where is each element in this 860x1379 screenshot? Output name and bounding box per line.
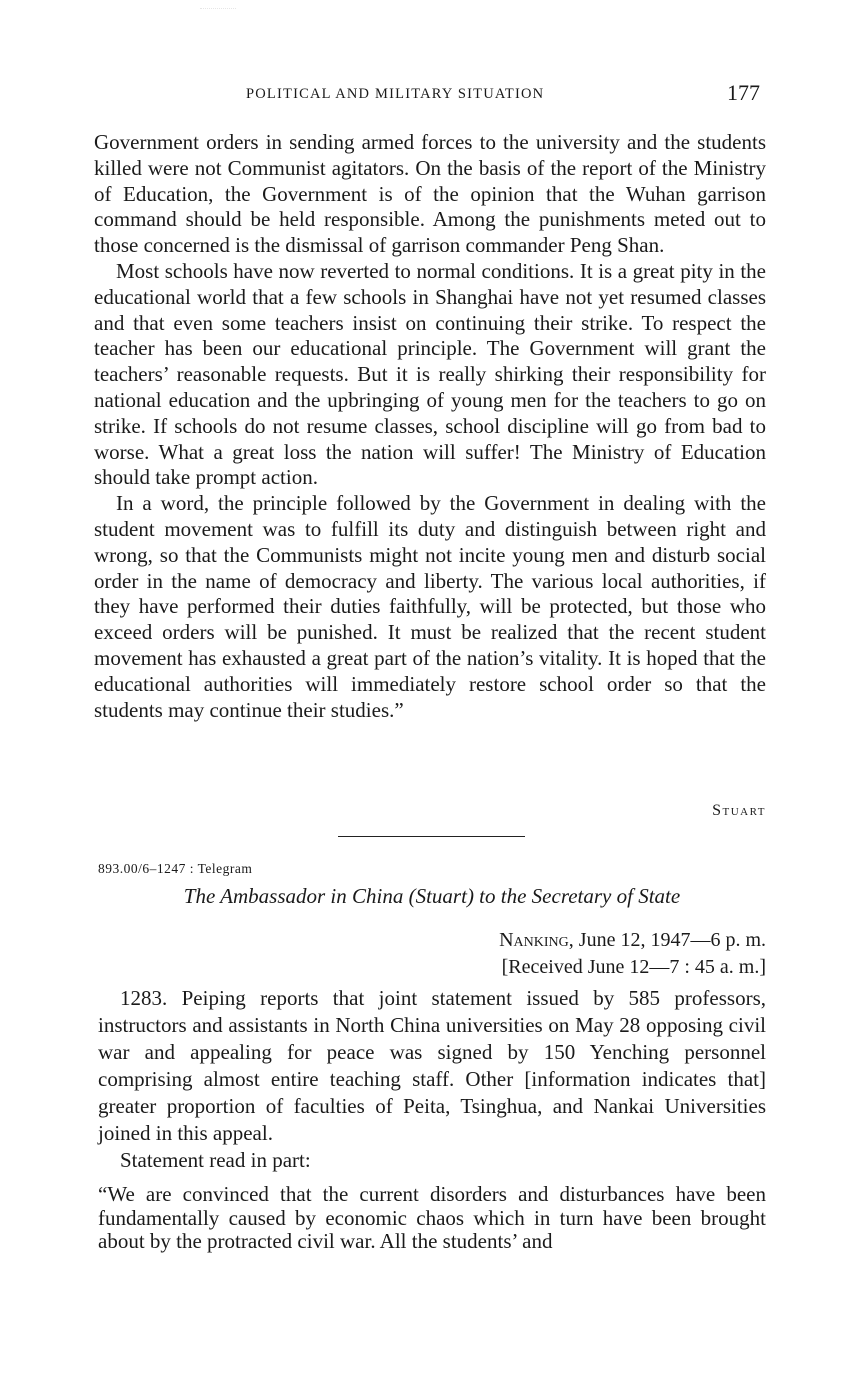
- dateline: [499, 929, 766, 952]
- telegram-paragraph-1: 1283. Peiping reports that joint statement issued by 585 professors, instructors and assistants in North China universities on May 28 opposing civil war and appealing for peace was signed by 150 Yenching personnel comprising almost entire teaching staff. Other [information indicates that] greater proportion of faculties of Peita, Tsinghua, and Nankai Universities joined in this appeal.: [98, 986, 766, 1145]
- document-title: The Ambassador in China (Stuart) to the Secretary of State: [183, 884, 681, 908]
- paragraph-3: In a word, the principle followed by the Government in dealing with the student movement was to fulfill its duty and distinguish between right and wrong, so that the Communists might not incite young men and disturb social order in the name of democracy and liberty. The various local authorities, if they have performed their duties faithfully, will be protected, but those who exceed orders will be punished. It must be realized that the recent student movement has exhausted a great part of the nation’s vitality. It is hoped that the educational authorities will immediately restore school order so that the students may continue their studies.”: [94, 491, 766, 722]
- page-number: 177: [727, 80, 760, 105]
- paragraph-2: Most schools have now reverted to normal conditions. It is a great pity in the educational world that a few schools in Shanghai have not yet resumed classes and that even some teachers insist on continuing their strike. To respect the teacher has been our educational principle. The Government will grant the teachers’ reasonable requests. But it is really shirking their responsibility for national education and the upbringing of young men for the teachers to go on strike. If schools do not resume classes, school discipline will go from bad to worse. What a great loss the nation will suffer! The Ministry of Education should take prompt action.: [94, 258, 766, 490]
- paragraph-1: Government orders in sending armed forces to the university and the students killed were not Communist agitators. On the basis of the report of the Ministry of Education, the Government is of the opinion that the Wuhan garrison command should be held responsible. Among the punishments meted out to those concerned is the dismissal of garrison commander Peng Shan.: [94, 130, 766, 258]
- quoted-statement: [98, 1183, 766, 1254]
- continued-statement-text: [94, 130, 766, 723]
- running-head: POLITICAL AND MILITARY SITUATION: [246, 86, 545, 102]
- telegram-body: [98, 985, 766, 1174]
- quote-paragraph: “We are convinced that the current disorders and disturbances have been fundamentally caused by economic chaos which in turn have been brought about by the protracted civil war. All the students’ and: [98, 1182, 766, 1253]
- dateline-place: Nanking,: [499, 929, 574, 951]
- signature: Stuart: [712, 802, 766, 819]
- scan-artifact: [200, 8, 236, 11]
- file-reference: 893.00/6–1247 : Telegram: [98, 861, 253, 876]
- telegram-paragraph-2: Statement read in part:: [120, 1148, 311, 1172]
- received-line: [Received June 12—7 : 45 a. m.]: [501, 956, 766, 978]
- section-divider: [338, 836, 525, 837]
- dateline-date: June 12, 1947—6 p. m.: [573, 929, 766, 951]
